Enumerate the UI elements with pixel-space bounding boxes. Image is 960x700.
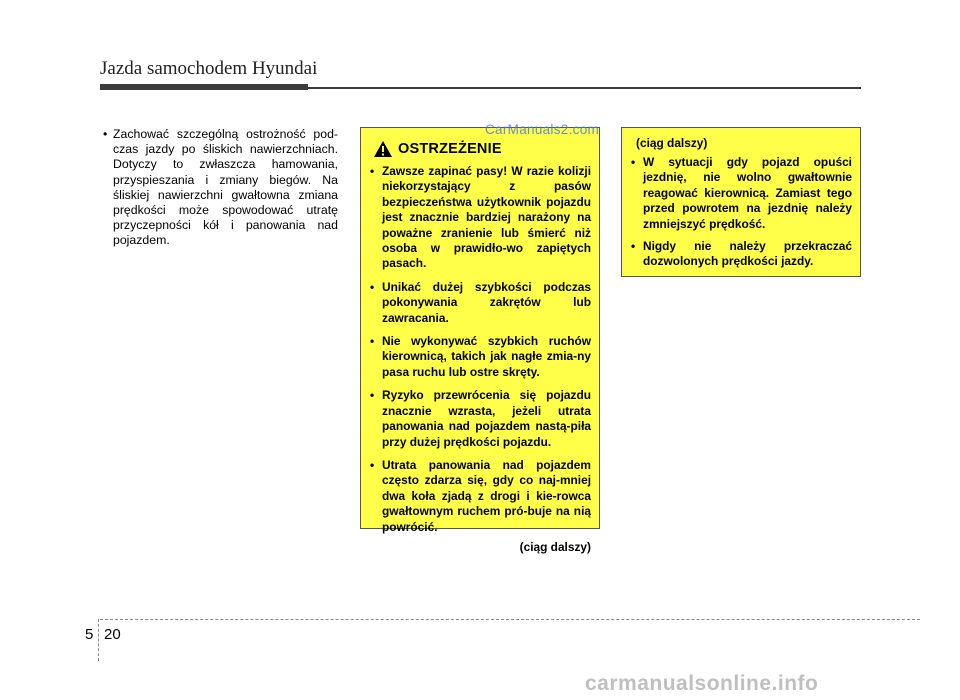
list-item-text: Utrata panowania nad pojazdem często zdarza się, gdy co naj-mniej dwa koła zjadą z drogi i kie-rowca gwałtownym ruchem pró-buje na nią powrócić.	[382, 457, 591, 534]
warning-title: OSTRZEŻENIE	[398, 141, 502, 157]
list-item: • W sytuacji gdy pojazd opuści jezdnię, nie wolno gwałtownie reagować kierownicą. Zamiast tego przed powrotem na jezdnię należy zmniejszyć prędkość.	[631, 155, 852, 231]
continued-list	[630, 155, 852, 270]
list-item-text: Nie wykonywać szybkich ruchów kierownicą, takich jak nagłe zmia-ny pasa ruchu lub ostre skręty.	[382, 334, 591, 379]
continued-warning-box	[621, 127, 861, 277]
continued-top-label: (ciąg dalszy)	[636, 136, 708, 150]
page-header-title: Jazda samochodem Hyundai	[100, 58, 318, 79]
list-item: • Zawsze zapinać pasy! W razie kolizji niekorzystający z pasów bezpieczeństwa użytkownik pojazdu jest znacznie bardziej narażony na poważne zranienie lub śmierć niż osoba w prawidło-wo zapiętych pasach.	[370, 164, 591, 271]
warning-header	[373, 140, 591, 158]
header-rule-thin	[308, 87, 861, 89]
warning-box	[360, 127, 600, 554]
list-item-text: W sytuacji gdy pojazd opuści jezdnię, nie wolno gwałtownie reagować kierownicą. Zamiast tego przed powrotem na jezdnię należy zmniejszyć prędkość.	[643, 155, 852, 231]
list-item-text: Ryzyko przewrócenia się pojazdu znacznie wzrasta, jeżeli utrata panowania nad pojazdem nastą-piła przy dużej prędkości pojazdu.	[382, 388, 591, 449]
header-rule-thick	[100, 84, 308, 90]
left-column	[100, 127, 338, 249]
list-item-text: Nigdy nie należy przekraczać dozwolonych prędkości jazdy.	[643, 239, 852, 269]
paragraph-text: Zachować szczególną ostrożność pod-czas jazdy po śliskich nawierzchniach. Dotyczy to zwłaszcza hamowania, przyspieszania i zmiany biegów. Na śliskiej nawierzchni gwałtowna zmiana prędkości może spowodować utratę przyczepności kół i panowania nad pojazdem.	[113, 127, 338, 248]
page-number: 20	[104, 626, 121, 643]
footer-rule	[100, 619, 920, 620]
continued-label: (ciąg dalszy)	[519, 539, 591, 554]
warning-list	[369, 164, 591, 535]
watermark-top: CarManuals2.com	[485, 122, 600, 137]
bullet: •	[103, 127, 108, 141]
list-item-text: Unikać dużej szybkości podczas pokonywania zakrętów lub zawracania.	[382, 279, 591, 325]
list-item: • Nie wykonywać szybkich ruchów kierownicą, takich jak nagłe zmia-ny pasa ruchu lub ostre skręty.	[370, 334, 591, 379]
footer-vertical-rule	[98, 619, 99, 661]
list-item: • Nigdy nie należy przekraczać dozwolonych prędkości jazdy.	[631, 239, 852, 269]
list-item: • Utrata panowania nad pojazdem często zdarza się, gdy co naj-mniej dwa koła zjadą z drogi i kie-rowca gwałtownym ruchem pró-buje na nią powrócić.	[370, 457, 591, 534]
list-item-text: Zawsze zapinać pasy! W razie kolizji niekorzystający z pasów bezpieczeństwa użytkownik pojazdu jest znacznie bardziej narażony na poważne zranienie lub śmierć niż osoba w prawidło-wo zapiętych pasach.	[382, 164, 591, 271]
watermark-bottom: carmanualsonline.info	[585, 672, 819, 695]
chapter-number: 5	[85, 626, 94, 643]
list-item: • Unikać dużej szybkości podczas pokonywania zakrętów lub zawracania.	[370, 279, 591, 325]
list-item: • Ryzyko przewrócenia się pojazdu znacznie wzrasta, jeżeli utrata panowania nad pojazdem nastą-piła przy dużej prędkości pojazdu.	[370, 388, 591, 449]
warning-triangle-icon	[373, 140, 393, 158]
list-item	[100, 127, 338, 249]
